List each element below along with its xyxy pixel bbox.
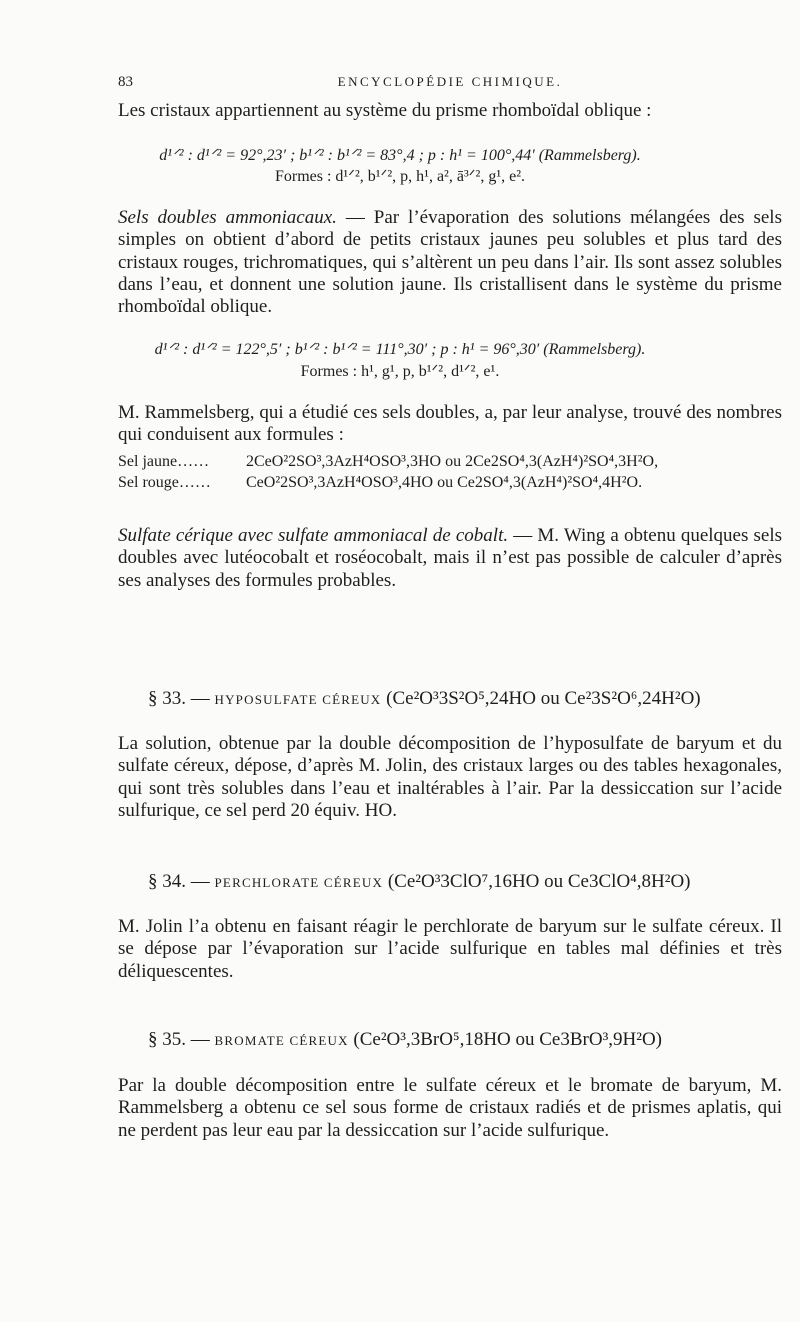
sels-doubles-title: Sels doubles ammoniacaux. (118, 207, 337, 228)
section-35-text: Par la double décomposition entre le sulfate céreux et le bromate de baryum, M. Rammelsberg a obtenu ce sel sous forme de cristaux radiés et de prismes aplatis, qui ne perdent pas leur eau par la dessiccation sur l’acide sulfurique. (118, 1075, 782, 1141)
formula-value: CeO²2SO³,3AzH⁴OSO³,4HO ou Ce2SO⁴,3(AzH⁴)²SO⁴,4H²O. (246, 474, 643, 491)
crystal-forms-1: Formes : d¹ᐟ², b¹ᐟ², p, h¹, a², ā³ᐟ², g¹, e². (274, 168, 526, 185)
page-number: 83 (118, 74, 133, 90)
section-name: PERCHLORATE CÉREUX (214, 875, 384, 890)
sulfate-cerique-title: Sulfate cérique avec sulfate ammoniacal de cobalt. (118, 525, 509, 546)
section-name: BROMATE CÉREUX (214, 1033, 349, 1048)
crystal-angles-1: d¹ᐟ² : d¹ᐟ² = 92°,23′ ; b¹ᐟ² : b¹ᐟ² = 83°,4 ; p : h¹ = 100°,44′ (Rammelsberg). (159, 147, 641, 164)
section-34-heading (148, 871, 782, 894)
sulfate-cerique-paragraph (118, 525, 782, 592)
formula-label: Sel rouge…… (118, 474, 211, 491)
section-34-text: M. Jolin l’a obtenu en faisant réagir le perchlorate de baryum sur le sulfate céreux. Il se dépose par l’évaporation sur l’acide sulfurique en tables mal définies et très déliquescentes. (118, 916, 782, 982)
section-formula: (Ce²O³3S²O⁵,24HO ou Ce²3S²O⁶,24H²O) (386, 688, 701, 709)
section-formula: (Ce²O³,3BrO⁵,18HO ou Ce3BrO³,9H²O) (353, 1029, 662, 1050)
section-33-text: La solution, obtenue par la double décomposition de l’hyposulfate de baryum et du sulfate céreux, dépose, d’après M. Jolin, des cristaux larges ou des tables hexagonales, qui sont très solubles dans l’eau et inaltérables à l’air. Par la dessiccation sur l’acide sulfurique, ce sel perd 20 équiv. HO. (118, 733, 782, 821)
section-number: § 35. — (148, 1029, 210, 1050)
page-header (118, 74, 782, 98)
running-title: ENCYCLOPÉDIE CHIMIQUE. (337, 74, 563, 89)
crystal-forms-2: Formes : h¹, g¹, p, b¹ᐟ², d¹ᐟ², e¹. (300, 363, 500, 380)
section-number: § 34. — (148, 871, 210, 892)
section-name: HYPOSULFATE CÉREUX (214, 692, 382, 707)
sels-doubles-paragraph (118, 207, 782, 318)
section-33-heading (148, 688, 782, 711)
formula-value: 2CeO²2SO³,3AzH⁴OSO³,3HO ou 2Ce2SO⁴,3(AzH⁴)²SO⁴,3H²O, (246, 453, 659, 470)
intro-paragraph: Les cristaux appartiennent au système du prisme rhomboïdal oblique : (118, 100, 652, 121)
sels-doubles-text: — Par l’évaporation des solutions mélangées des sels simples on obtient d’abord de petits cristaux jaunes peu solubles et plus tard des cristaux rouges, trichromatiques, qui s’altèrent un peu dans l’air. Ils sont assez solubles dans l’eau, et donnent une solution jaune. Ils cristallisent dans le système du prisme rhomboïdal oblique. (118, 207, 782, 318)
crystal-angles-2: d¹ᐟ² : d¹ᐟ² = 122°,5′ ; b¹ᐟ² : b¹ᐟ² = 111°,30′ ; p : h¹ = 96°,30′ (Rammelsberg). (154, 341, 646, 358)
formula-label: Sel jaune…… (118, 453, 210, 470)
sulfate-cerique-text: — M. Wing a obtenu quelques sels doubles avec lutéocobalt et roséocobalt, mais il n’est pas possible de calculer d’après ses analyses des formules probables. (118, 525, 783, 591)
formula-sel-jaune (118, 452, 782, 472)
section-formula: (Ce²O³3ClO⁷,16HO ou Ce3ClO⁴,8H²O) (387, 871, 691, 892)
section-35-heading (148, 1029, 782, 1052)
formula-sel-rouge (118, 473, 782, 493)
rammelsberg-paragraph: M. Rammelsberg, qui a étudié ces sels doubles, a, par leur analyse, trouvé des nombres qui conduisent aux formules : (118, 402, 782, 446)
section-number: § 33. — (148, 688, 210, 709)
